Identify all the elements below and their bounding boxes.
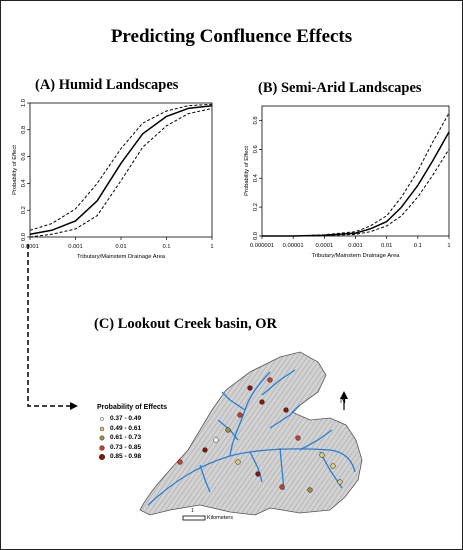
x-tick-label: 1 [447,243,451,249]
basin-shape [140,352,362,515]
north-label: N [340,396,346,405]
scale-value: 1 [191,508,194,514]
x-tick-label: 0.000001 [249,243,275,249]
x-axis-label: Tributary/Mainstem Drainage Area [311,253,400,259]
y-tick-label: 0.0 [21,232,27,242]
y-tick-label: 0.6 [253,145,259,154]
scale-bar [183,516,205,520]
legend-item-2: 0.49 - 0.61 [110,425,142,432]
x-tick-label: 0.01 [381,243,393,249]
y-tick-label: 1.0 [21,98,27,108]
y-tick-label: 0.4 [253,174,259,183]
legend-item-5: 0.85 - 0.98 [110,453,142,460]
y-axis-label: Probability of Effect [12,145,18,195]
legend-item-1: 0.37 - 0.49 [110,415,142,422]
panel-c-title: (C) Lookout Creek basin, OR [94,316,278,332]
y-tick-label: 0.2 [253,203,259,212]
y-tick-label: 0.2 [21,206,27,215]
x-axis-label: Tributary/Mainstem Drainage Area [76,254,166,260]
x-tick-label: 1 [210,244,214,250]
x-tick-label: 0.1 [413,243,422,249]
legend-item-3: 0.61 - 0.73 [110,434,142,441]
x-tick-label: 0.0001 [315,243,334,249]
y-tick-label: 0.6 [21,152,27,161]
x-tick-label: 0.001 [68,244,83,250]
panel-a-title: (A) Humid Landscapes [35,77,179,93]
y-tick-label: 0.8 [21,125,27,134]
legend-title: Probability of Effects [97,404,168,411]
x-tick-label: 0.01 [115,244,127,250]
legend-item-4: 0.73 - 0.85 [110,444,142,451]
y-tick-label: 0.0 [253,231,259,241]
x-tick-label: 0.1 [162,244,171,250]
x-tick-label: 0.001 [348,243,363,249]
y-tick-label: 0.4 [21,179,27,188]
legend-symbols [99,417,105,459]
y-tick-label: 0.8 [253,116,259,125]
y-axis-label: Probability of Effect [244,146,250,196]
page-title: Predicting Confluence Effects [110,26,353,47]
panel-b-title: (B) Semi-Arid Landscapes [258,80,422,96]
x-tick-label: 0.00001 [282,243,304,249]
x-tick-label: 0.0001 [21,244,39,250]
scale-unit: Kilometers [207,515,233,521]
